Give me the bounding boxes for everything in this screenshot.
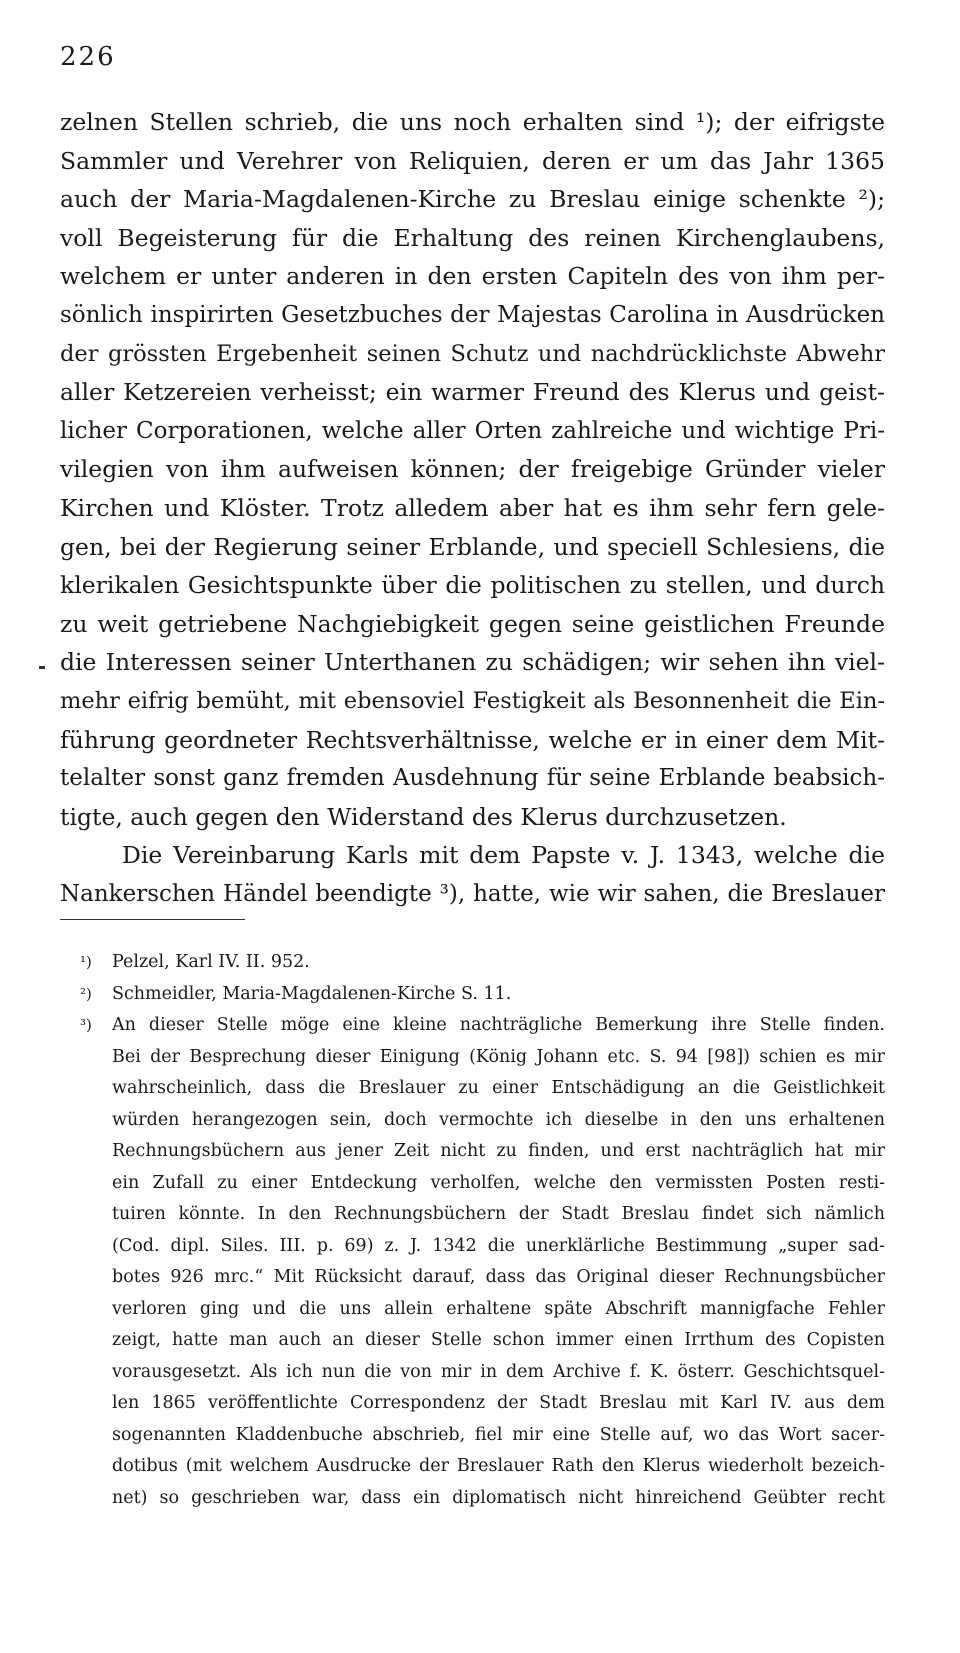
body-line: vilegien von ihm aufweisen können; der freigebige Gründer vieler [60, 455, 885, 484]
body-line: die Interessen seiner Unterthanen zu schädigen; wir sehen ihn viel- [60, 648, 885, 677]
footnote-text: An dieser Stelle möge eine kleine nachträgliche Bemerkung ihre Stelle finden. [112, 1015, 885, 1035]
footnote-rule [60, 919, 245, 920]
body-line: führung geordneter Rechtsverhältnisse, welche er in einer dem Mit- [60, 725, 885, 754]
footnote-3 [80, 1010, 885, 1042]
footnote-marker: ³) [80, 1016, 92, 1034]
margin-mark [39, 666, 45, 669]
footnote-line: würden herangezogen sein, doch vermochte ich dieselbe in den uns erhaltenen [112, 1109, 885, 1130]
body-line: der grössten Ergebenheit seinen Schutz und nachdrücklichste Abwehr [60, 340, 885, 367]
footnote-marker: ²) [80, 984, 92, 1003]
body-line: voll Begeisterung für die Erhaltung des reinen Kirchenglaubens, [60, 223, 885, 252]
body-line: Nankerschen Händel beendigte ³), hatte, wie wir sahen, die Breslauer [60, 880, 885, 907]
footnote-line: dotibus (mit welchem Ausdrucke der Breslauer Rath den Klerus wiederholt bezeich- [112, 1456, 885, 1476]
body-line: gen, bei der Regierung seiner Erblande, und speciell Schlesiens, die [60, 532, 885, 561]
footnote-line: verloren ging und die uns allein erhaltene späte Abschrift mannigfache Fehler [112, 1298, 885, 1319]
body-text [60, 103, 885, 913]
body-line: welchem er unter anderen in den ersten Capiteln des von ihm per- [60, 262, 885, 291]
page-number: 226 [60, 42, 116, 72]
body-line: Kirchen und Klöster. Trotz alledem aber hat es ihm sehr fern gele- [60, 493, 885, 522]
body-line: licher Corporationen, welche aller Orten zahlreiche und wichtige Pri- [60, 417, 885, 444]
body-line: auch der Maria-Magdalenen-Kirche zu Breslau einige schenkte ²); [60, 185, 885, 214]
footnote-line: ein Zufall zu einer Entdeckung verholfen, welche den vermissten Posten resti- [112, 1172, 885, 1193]
footnote-marker: ¹) [80, 953, 92, 971]
footnote-line: zeigt, hatte man auch an dieser Stelle schon immer einen Irrthum des Copisten [112, 1330, 885, 1350]
footnotes [80, 947, 885, 1514]
footnote-text: Pelzel, Karl IV. II. 952. [112, 952, 310, 972]
body-line: aller Ketzereien verheisst; ein warmer Freund des Klerus und geist- [60, 378, 885, 407]
body-line: mehr eifrig bemüht, mit ebensoviel Festigkeit als Besonnenheit die Ein- [60, 687, 885, 714]
body-line: zu weit getriebene Nachgiebigkeit gegen seine geistlichen Freunde [60, 609, 885, 638]
footnote-line: Rechnungsbüchern aus jener Zeit nicht zu finden, und erst nachträglich hat mir [112, 1141, 885, 1161]
body-line: klerikalen Gesichtspunkte über die politischen zu stellen, und durch [60, 571, 885, 600]
body-line: Sammler und Verehrer von Reliquien, deren er um das Jahr 1365 [60, 146, 885, 175]
body-line: Die Vereinbarung Karls mit dem Papste v. J. 1343, welche die [122, 841, 885, 870]
footnote-line: vorausgesetzt. Als ich nun die von mir in dem Archive f. K. österr. Geschichtsquel- [112, 1361, 885, 1382]
footnote-text: Schmeidler, Maria-Magdalenen-Kirche S. 11. [112, 983, 512, 1004]
footnote-1 [80, 947, 885, 979]
footnote-line: len 1865 veröffentlichte Correspondenz der Stadt Breslau mit Karl IV. aus dem [112, 1393, 885, 1413]
footnote-line: Bei der Besprechung dieser Einigung (König Johann etc. S. 94 [98]) schien es mir [112, 1046, 885, 1067]
footnote-line: botes 926 mrc.“ Mit Rücksicht darauf, dass das Original dieser Rechnungsbücher [112, 1267, 885, 1287]
footnote-line: (Cod. dipl. Siles. III. p. 69) z. J. 1342 die unerklärliche Bestimmung „super sad- [112, 1235, 885, 1256]
footnote-2 [80, 979, 885, 1011]
footnote-line: tuiren könnte. In den Rechnungsbüchern der Stadt Breslau findet sich nämlich [112, 1204, 885, 1224]
body-line: telalter sonst ganz fremden Ausdehnung für seine Erblande beabsich- [60, 765, 885, 792]
footnote-line: net) so geschrieben war, dass ein diplomatisch nicht hinreichend Geübter recht [112, 1487, 885, 1508]
body-line: zelnen Stellen schrieb, die uns noch erhalten sind ¹); der eifrigste [60, 108, 885, 136]
footnote-line: sogenannten Kladdenbuche abschrieb, fiel mir eine Stelle auf, wo das Wort sacer- [112, 1424, 885, 1445]
body-line: tigte, auch gegen den Widerstand des Klerus durchzusetzen. [60, 802, 787, 831]
body-line: sönlich inspirirten Gesetzbuches der Majestas Carolina in Ausdrücken [60, 301, 885, 328]
footnote-line: wahrscheinlich, dass die Breslauer zu einer Entschädigung an die Geistlichkeit [112, 1078, 885, 1098]
